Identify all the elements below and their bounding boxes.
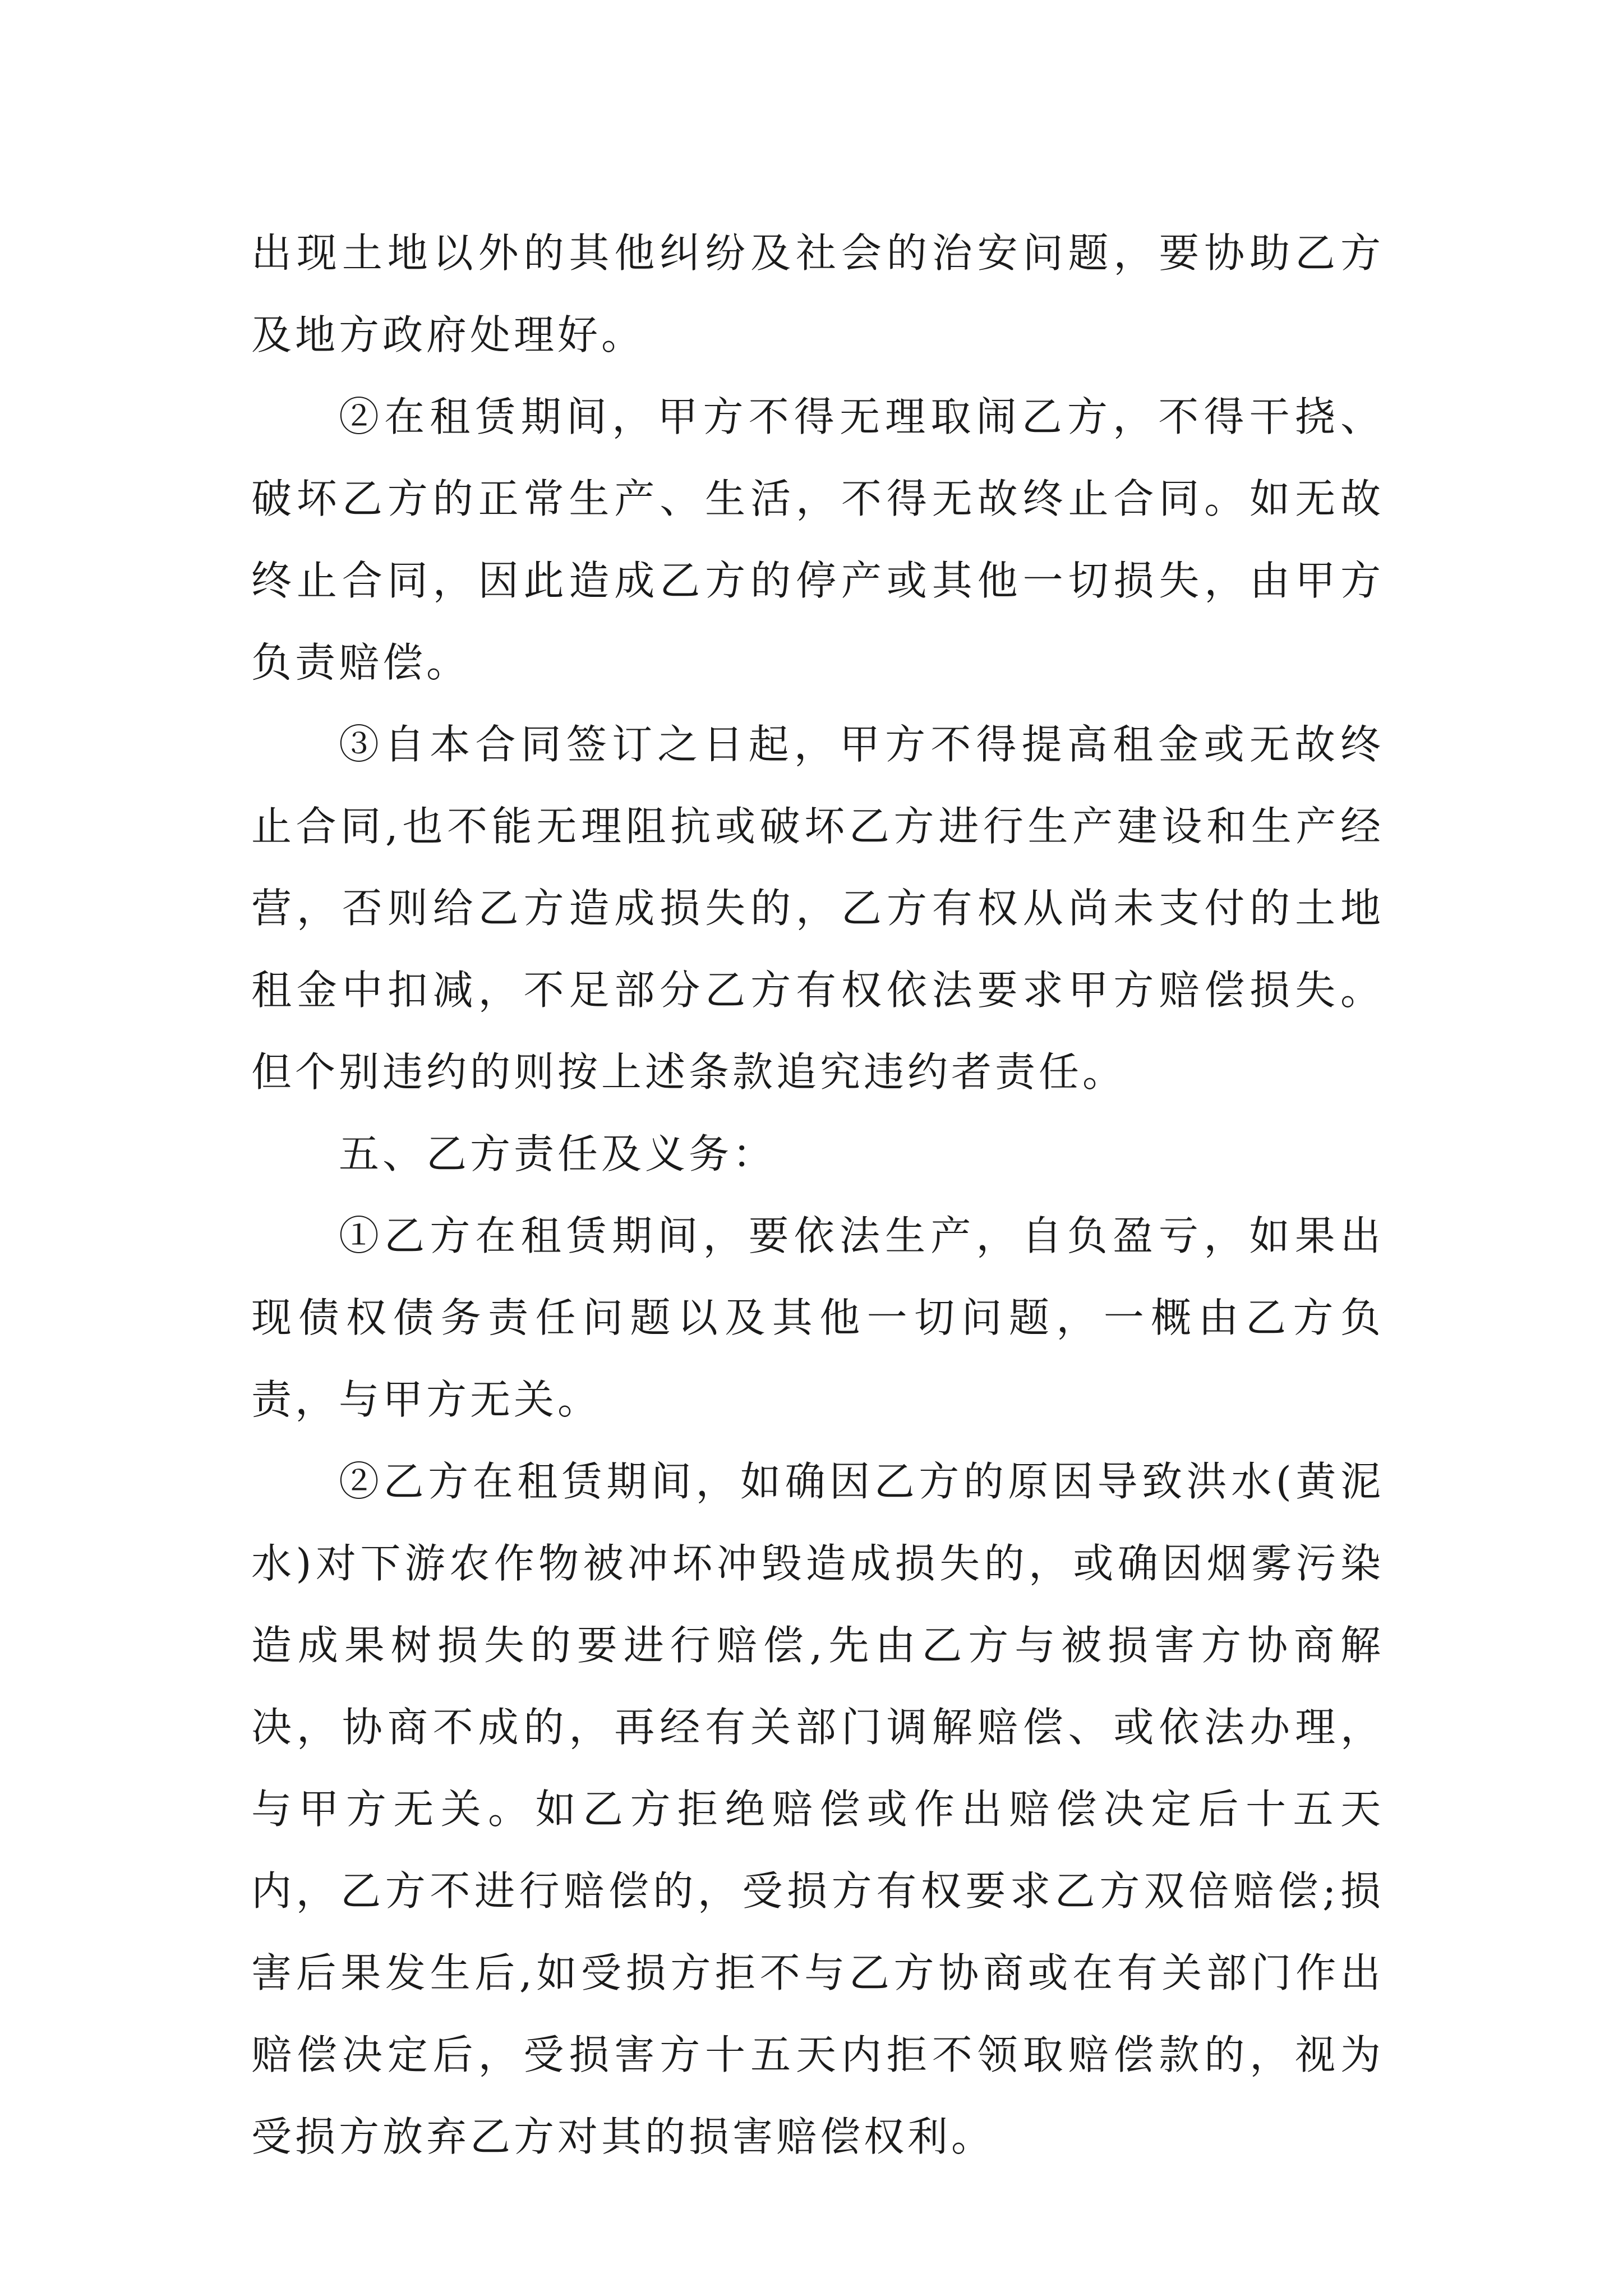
paragraph-clause-2-party-a: ②在租赁期间，甲方不得无理取闹乙方，不得干挠、破坏乙方的正常生产、生活，不得无故终止合同。如无故终止合同，因此造成乙方的停产或其他一切损失，由甲方负责赔偿。 [251,393,1384,686]
paragraph-clause-1-party-b: ①乙方在租赁期间，要依法生产，自负盈亏，如果出现债权债务责任问题以及其他一切问题，一概由乙方负责，与甲方无关。 [251,1212,1384,1423]
section-heading-party-b-duties: 五、乙方责任及义务： [339,1130,777,1177]
document-body [251,212,1384,2178]
paragraph-clause-3-party-a: ③自本合同签订之日起，甲方不得提高租金或无故终止合同,也不能无理阻抗或破坏乙方进行生产建设和生产经营，否则给乙方造成损失的，乙方有权从尚未支付的土地租金中扣减，不足部分乙方有权依法要求甲方赔偿损失。但个别违约的则按上述条款追究违约者责任。 [251,721,1384,1096]
paragraph-clause-2-party-b: ②乙方在租赁期间，如确因乙方的原因导致洪水(黄泥水)对下游农作物被冲坏冲毁造成损失的，或确因烟雾污染造成果树损失的要进行赔偿,先由乙方与被损害方协商解决，协商不成的，再经有关部门调解赔偿、或依法办理，与甲方无关。如乙方拒绝赔偿或作出赔偿决定后十五天内，乙方不进行赔偿的，受损方有权要求乙方双倍赔偿;损害后果发生后,如受损方拒不与乙方协商或在有关部门作出赔偿决定后，受损害方十五天内拒不领取赔偿款的，视为受损方放弃乙方对其的损害赔偿权利。 [251,1458,1384,2160]
paragraph-continuation: 出现土地以外的其他纠纷及社会的治安问题，要协助乙方及地方政府处理好。 [251,229,1384,358]
